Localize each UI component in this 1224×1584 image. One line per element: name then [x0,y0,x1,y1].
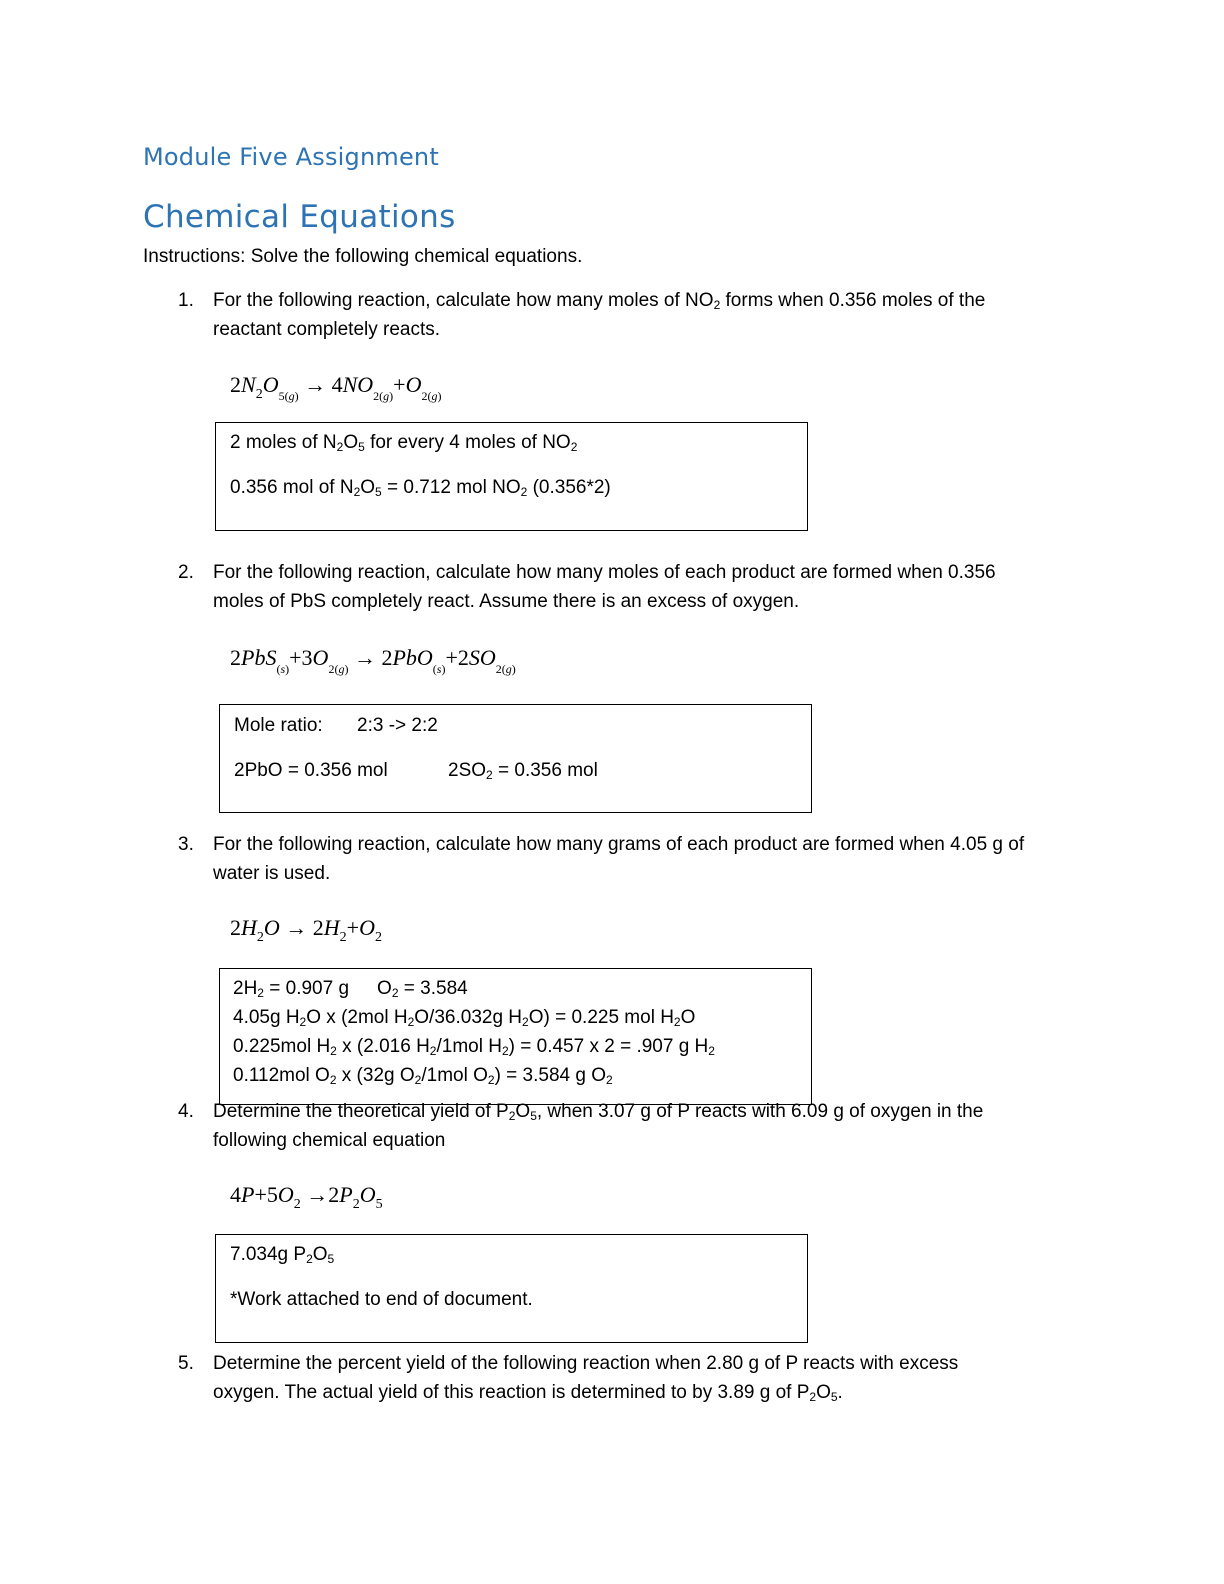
answer-3-line-3: 0.225mol $H_2$ x (2.016 $H_2/1mol$ $H_2) = 0.457$ x 2 = .907 g $H_2$ [233,1036,715,1058]
question-2-text-line-1: For the following reaction, calculate how many moles of each product are formed when 0.356 [213,562,996,583]
document-title: Chemical Equations [143,199,456,235]
question-1-text-line-1: For the following reaction, calculate how many moles of $NO_2$ forms when 0.356 moles of the [213,290,986,312]
question-5-text-line-1: Determine the percent yield of the following reaction when 2.80 g of P reacts with excess [213,1353,959,1374]
equation-2: $2PbS_{(s)}+3O_{2(g)} \to 2PbO_{(s)}+2SO_{2(g)}$ [230,645,516,676]
answer-1-line-1: 2 moles of $N_2O_5$ for every 4 moles of $NO_2$ [230,432,578,454]
question-5-number: 5. [178,1353,194,1374]
question-3-text-line-2: water is used. [213,863,331,884]
instructions: Instructions: Solve the following chemical equations. [143,246,583,267]
answer-box-3 [219,968,812,1105]
answer-1-line-2: 0.356 mol of $N_2O_5 = 0.712$ mol $NO_2$ (0.356*2) [230,477,611,499]
answer-3-line-2: 4.05g $H_2O$ x (2mol $H_2O/36.032g$ $H_2O) = 0.225$ mol $H_2O$ [233,1007,696,1029]
question-3-number: 3. [178,834,194,855]
question-1-number: 1. [178,290,194,311]
answer-box-2 [219,704,812,813]
question-4-number: 4. [178,1101,194,1122]
answer-4-line-1: 7.034g $P_2O_5$ [230,1244,335,1266]
equation-1: $2N_2O_{5(g)} \to 4NO_{2(g)}+O_{2(g)}$ [230,372,442,403]
question-2-text-line-2: moles of PbS completely react. Assume there is an excess of oxygen. [213,591,800,612]
answer-2-pbo: 2PbO = 0.356 mol [234,760,388,781]
answer-box-4 [215,1234,808,1343]
answer-2-so2: $2SO_2 = 0.356$ mol [448,760,598,782]
question-3-text-line-1: For the following reaction, calculate how many grams of each product are formed when 4.05 g of [213,834,1025,855]
answer-3-line-4: 0.112mol $O_2$ x (32g $O_2/1mol$ $O_2) = 3.584$ g $O_2$ [233,1065,613,1087]
answer-4-line-2: *Work attached to end of document. [230,1289,533,1310]
answer-2-ratio-label: Mole ratio: [234,715,323,736]
question-4-text-line-1: Determine the theoretical yield of $P_2O_5$, when 3.07 g of P reacts with 6.09 g of oxygen in the [213,1101,984,1123]
equation-3: $2H_2O \to 2H_2+O_2$ [230,915,382,945]
question-4-text-line-2: following chemical equation [213,1130,446,1151]
question-1-text-line-2: reactant completely reacts. [213,319,441,340]
answer-box-1 [215,422,808,531]
answer-2-ratio-value: 2:3 -> 2:2 [357,715,438,736]
question-2-number: 2. [178,562,194,583]
answer-3-line-1: $2H_2 = 0.907$ g $O_2 = 3.584$ [233,978,468,1000]
equation-4: $4P+5O_2 \to 2P_2O_5$ [230,1182,383,1212]
document-subtitle: Module Five Assignment [143,143,439,171]
question-5-text-line-2: oxygen. The actual yield of this reaction is determined to by 3.89 g of $P_2O_5$. [213,1382,843,1404]
